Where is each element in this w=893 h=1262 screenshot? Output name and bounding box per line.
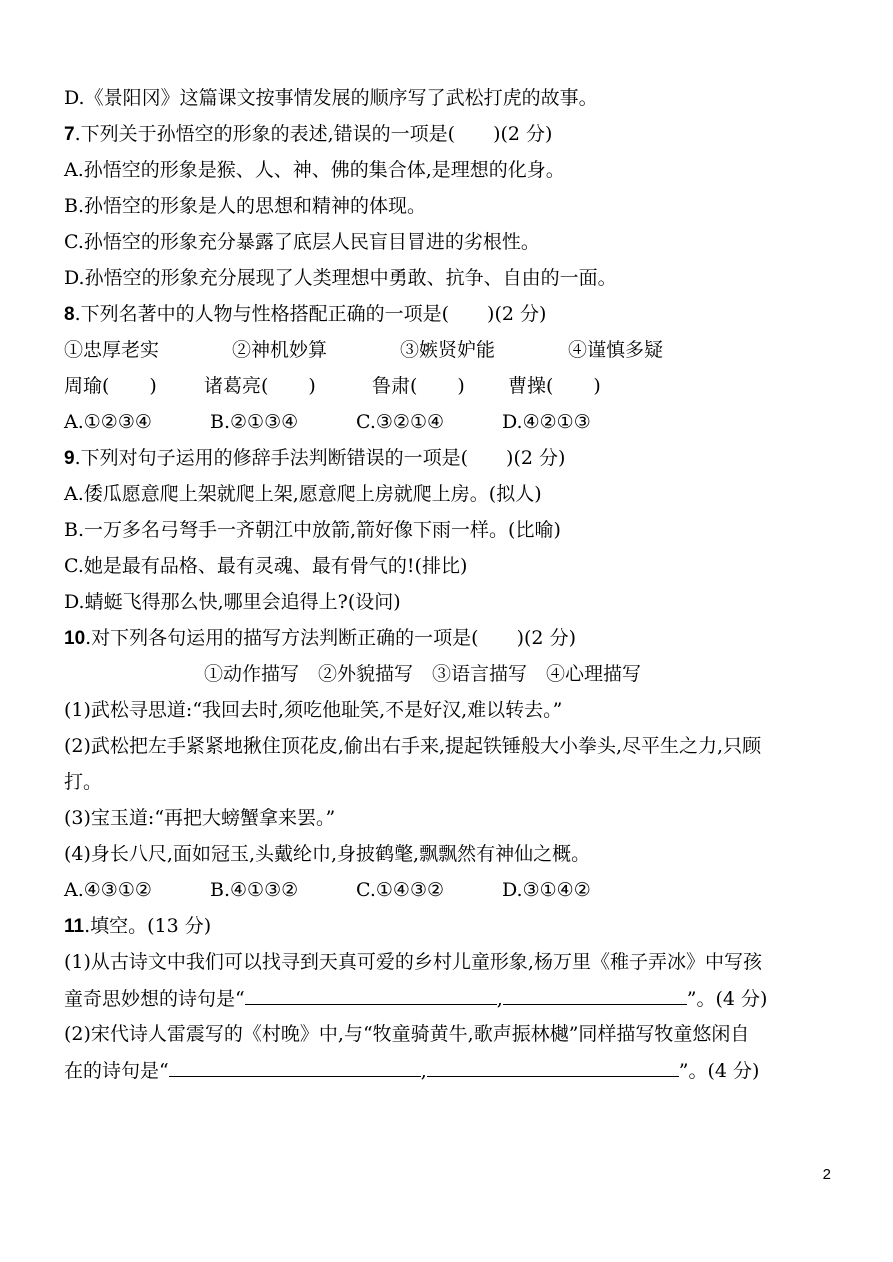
question-number: 9 [64,448,75,469]
option-text: A.孙悟空的形象是猴、人、神、佛的集合体,是理想的化身。 [64,159,565,181]
person-name: 鲁肃( [372,375,418,397]
paren-close: ) [593,375,601,397]
option-text: D.《景阳冈》这篇课文按事情发展的顺序写了武松打虎的故事。 [64,87,598,109]
option-a[interactable]: A.①②③④ [64,411,152,433]
question-number: 10 [64,628,86,649]
sentence-text: (3)宝玉道:“再把大螃蟹拿来罢。” [64,807,336,829]
paren-close: ) [149,375,157,397]
q7-option-c [64,230,540,254]
q9-option-a [64,482,542,506]
question-10 [64,626,576,651]
q11-part-1-blanks [64,986,767,1011]
methods-list: ①动作描写 ②外貌描写 ③语言描写 ④心理描写 [204,663,642,685]
sentence-text: 打。 [64,771,103,793]
q10-sentence-2 [64,734,761,758]
person-name: 曹操( [508,375,554,397]
q9-option-b [64,518,561,542]
prompt-text: (2)宋代诗人雷震写的《村晚》中,与“牧童骑黄牛,歌声振林樾”同样描写牧童悠闲自 [64,1023,750,1045]
q10-sentence-1 [64,698,562,722]
line-q6-d [64,86,598,110]
q8-options [64,410,591,434]
fill-blank[interactable] [245,986,497,1005]
question-number: 7 [64,124,75,145]
sentence-text: (1)武松寻思道:“我回去时,须吃他耻笑,不是好汉,难以转去。” [64,699,563,721]
option-c[interactable]: C.①④③② [356,879,445,901]
q10-methods [204,662,641,686]
question-stem: .填空。(13 分) [84,915,212,937]
question-stem: .下列关于孙悟空的形象的表述,错误的一项是( [74,123,456,145]
question-score: )(2 分) [516,627,576,649]
question-stem: .下列名著中的人物与性格搭配正确的一项是( [74,303,450,325]
sentence-text: (2)武松把左手紧紧地揪住顶花皮,偷出右手来,提起铁锤般大小拳头,尽平生之力,只顾 [64,735,762,757]
comma: , [496,988,503,1010]
q11-part-2 [64,1022,749,1046]
comma: , [420,1060,427,1082]
page-number: 2 [822,1166,831,1183]
question-11 [64,914,211,939]
option-b[interactable]: B.④①③② [210,879,299,901]
question-number: 8 [64,304,75,325]
question-score: )(2 分) [493,123,553,145]
question-number: 11 [64,916,85,937]
fill-blank[interactable] [503,986,687,1005]
q10-sentence-4 [64,842,590,866]
paren-close: ) [457,375,465,397]
option-b[interactable]: B.②①③④ [210,411,299,433]
trait-item: ③嫉贤妒能 [400,339,496,361]
option-text: C.孙悟空的形象充分暴露了底层人民盲目冒进的劣根性。 [64,231,540,253]
prompt-text: ”。(4 分) [678,1060,760,1082]
question-9 [64,446,565,471]
prompt-text: 童奇思妙想的诗句是“ [64,988,245,1010]
prompt-text: (1)从古诗文中我们可以找寻到天真可爱的乡村儿童形象,杨万里《稚子弄冰》中写孩 [64,951,762,973]
option-text: B.一万多名弓弩手一齐朝江中放箭,箭好像下雨一样。(比喻) [64,519,561,541]
question-score: )(2 分) [487,303,547,325]
person-name: 诸葛亮( [204,375,269,397]
question-stem: .下列对句子运用的修辞手法判断错误的一项是( [74,447,469,469]
q9-option-c [64,554,467,578]
option-c[interactable]: C.③②①④ [356,411,445,433]
paren-close: ) [308,375,316,397]
trait-item: ①忠厚老实 [64,339,160,361]
option-text: D.孙悟空的形象充分展现了人类理想中勇敢、抗争、自由的一面。 [64,267,617,289]
option-d[interactable]: D.③①④② [502,879,591,901]
question-stem: .对下列各句运用的描写方法判断正确的一项是( [85,627,479,649]
q7-option-d [64,266,617,290]
q10-options [64,878,591,902]
q9-option-d [64,590,401,614]
q7-option-b [64,194,426,218]
fill-blank[interactable] [427,1058,679,1077]
trait-item: ②神机妙算 [232,339,328,361]
option-text: A.倭瓜愿意爬上架就爬上架,愿意爬上房就爬上房。(拟人) [64,483,542,505]
prompt-text: ”。(4 分) [686,988,768,1010]
q11-part-1 [64,950,762,974]
option-text: C.她是最有品格、最有灵魂、最有骨气的!(排比) [64,555,468,577]
option-d[interactable]: D.④②①③ [502,411,591,433]
fill-blank[interactable] [169,1058,421,1077]
trait-item: ④谨慎多疑 [568,339,664,361]
question-score: )(2 分) [506,447,566,469]
person-name: 周瑜( [64,375,110,397]
prompt-text: 在的诗句是“ [64,1060,169,1082]
q7-option-a [64,158,565,182]
option-text: D.蜻蜓飞得那么快,哪里会追得上?(设问) [64,591,401,613]
q10-sentence-2-cont [64,770,102,794]
q11-part-2-blanks [64,1058,759,1083]
q10-sentence-3 [64,806,335,830]
q8-people [64,374,601,398]
q8-traits [64,338,663,362]
option-a[interactable]: A.④③①② [64,879,152,901]
option-text: B.孙悟空的形象是人的思想和精神的体现。 [64,195,427,217]
question-7 [64,122,552,147]
sentence-text: (4)身长八尺,面如冠玉,头戴纶巾,身披鹤氅,飘飘然有神仙之概。 [64,843,591,865]
question-8 [64,302,546,327]
